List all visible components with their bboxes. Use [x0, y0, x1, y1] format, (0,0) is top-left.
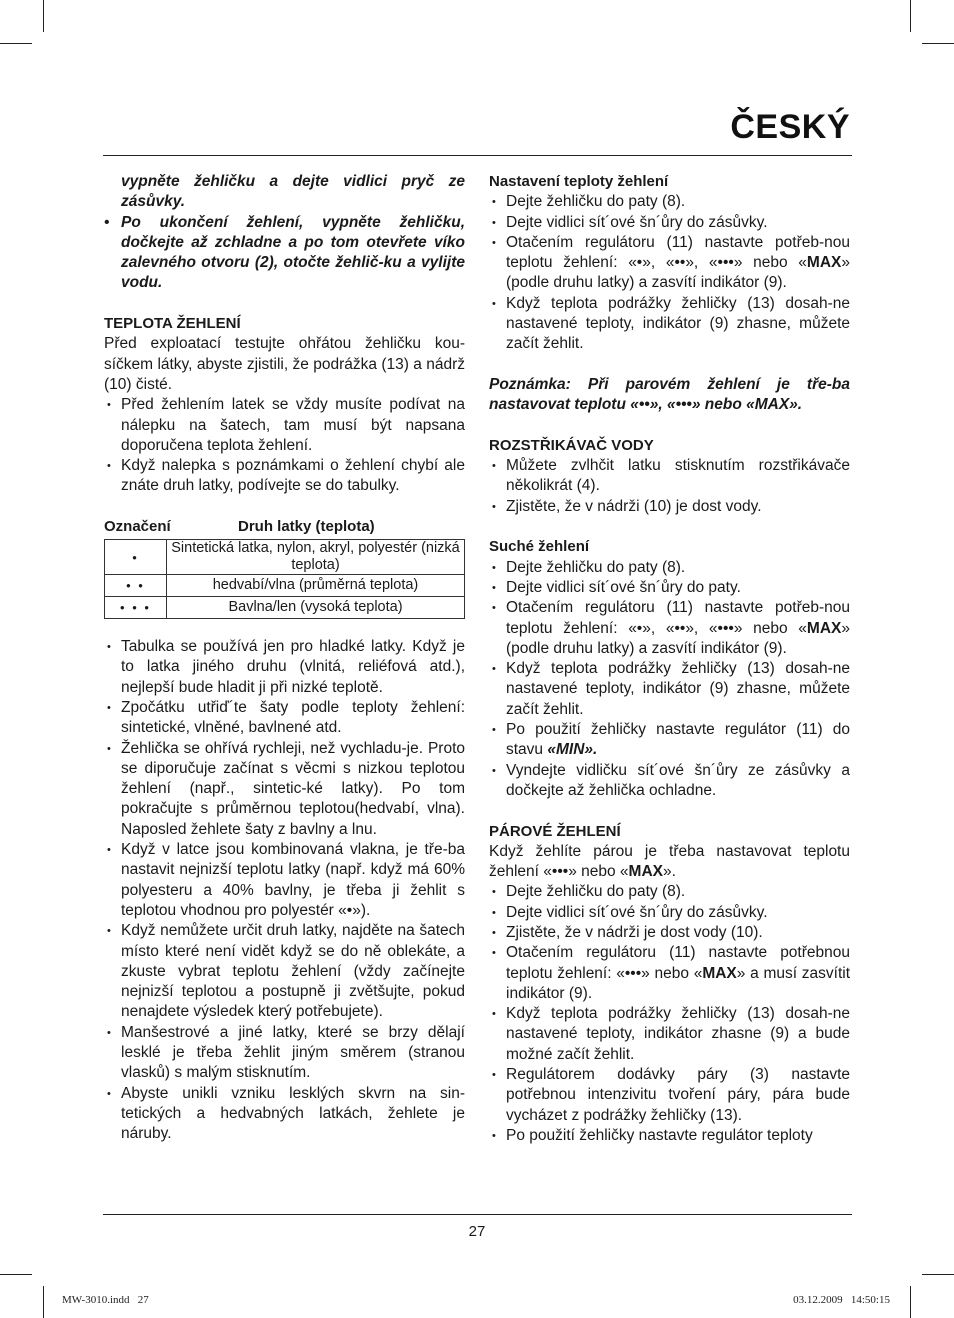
list-item: • Zjistěte, že v nádrži (10) je dost vody.: [489, 497, 850, 517]
table-cell-symbol: • • •: [105, 597, 167, 619]
bullet-list-2: [104, 637, 465, 1144]
list-item: • Regulátorem dodávky páry (3) nastavte potřebnou intenzivitu tvoření páry, pára bude vycházet z podrážky žehličky (13).: [489, 1065, 850, 1126]
list-item: • Zpočátku utřiď´te šaty podle teploty žehlení: sintetické, vlněné, bavlnené atd.: [104, 698, 465, 739]
section-heading-temperature-setting: Nastavení teploty žehlení: [489, 173, 669, 190]
list-item: • Dejte žehličku do paty (8).: [489, 192, 850, 212]
list-item: • Když nalepka s poznámkami o žehlení chybí ale znáte druh latky, podívejte se do tabulky.: [104, 456, 465, 497]
list-item: • Když nemůžete určit druh latky, najděte na šatech místo které není vidět když se do ně oblekáte, a zkuste vybrat teplotu žehlení (vždy začínejte nejnizší teplotou a postupně ji zvětšujte, pokud nenajdete výsledek který potřebujete).: [104, 921, 465, 1022]
section-heading-temperature: TEPLOTA ŽEHLENÍ: [104, 315, 241, 333]
list-item: • Manšestrové a jiné latky, které se brzy dělají lesklé je třeba žehlit jiným směrem (stranou vlasků) s malým stisknutím.: [104, 1023, 465, 1084]
table-row: [105, 597, 465, 619]
dry-ironing-list: [489, 558, 850, 802]
table-cell-desc: Bavlna/len (vysoká teplota): [167, 597, 465, 619]
warning-item: • Po ukončení žehlení, vypněte žehličku, dočkejte až zchladne a po tom otevřete víko zalevného otvoru (2), otočte žehlič-ku a vylijte vodu.: [104, 213, 465, 294]
crop-mark: [0, 43, 32, 44]
section-heading-steam-ironing: PÁROVÉ ŽEHLENÍ: [489, 822, 621, 840]
table-cell-desc: Sintetická latka, nylon, akryl, polyestér (nizká teplota): [167, 540, 465, 575]
list-item: • Vyndejte vidličku sít´ové šn´ůry ze zásůvky a dočkejte až žehlička ochladne.: [489, 761, 850, 802]
column-header-symbol: Označení: [104, 518, 171, 536]
crop-mark: [0, 1274, 32, 1275]
right-column: [489, 172, 850, 1146]
left-column: [104, 172, 465, 1144]
list-item: • Když teplota podrážky žehličky (13) dosah-ne nastavené teploty, indikátor zhasne (9) a bude možné začít žehlit.: [489, 1004, 850, 1065]
list-item: • Před žehlením latek se vždy musíte podívat na nálepku na šatech, tam musí být napsana doporučena teplota žehlení.: [104, 395, 465, 456]
list-item: • Otačením regulátoru (11) nastavte potřebnou teplotu žehlení: «•••» nebo «MAX» a musí zasvítit indikátor (9).: [489, 943, 850, 1004]
list-item: • Dejte žehličku do paty (8).: [489, 882, 850, 902]
list-item: • Dejte vidlici sít´ové šn´ůry do zásůvky.: [489, 213, 850, 233]
fabric-table: [104, 539, 465, 619]
list-item: • Dejte žehličku do paty (8).: [489, 558, 850, 578]
warning-continued: vypněte žehličku a dejte vidlici pryč ze zásůvky.: [121, 173, 465, 211]
section-heading-dry-ironing: Suché žehlení: [489, 538, 590, 556]
list-item: • Žehlička se ohřívá rychleji, než vychladu-je. Proto se diporučuje začínat s věcmi s nizkou teplotou žehlení (např., sintetic-ké latky). Po tom pokračujte s průměrnou teplotou(hedvabí, vlna). Naposled žehlete šaty z bavlny a lnu.: [104, 739, 465, 840]
bottom-rule: [103, 1214, 852, 1215]
crop-mark: [43, 0, 44, 32]
steam-ironing-list: [489, 882, 850, 1146]
page-title: ČESKÝ: [730, 108, 850, 146]
top-rule: [103, 155, 852, 156]
list-item: • Zjistěte, že v nádrži je dost vody (10).: [489, 923, 850, 943]
warning-list: [104, 213, 465, 294]
list-item: • Dejte vidlici sít´ové šn´ůry do paty.: [489, 578, 850, 598]
list-item: • Když v latce jsou kombinovaná vlakna, je tře-ba nastavit nejnizší teplotu latky (např. když má 60% polyesteru a 40% bavlny, je třeba ji žehlit s teplotou vhodnou pro polyestér «•»).: [104, 840, 465, 921]
list-item: • Otačením regulátoru (11) nastavte potřeb-nou teplotu žehlení: «•», «••», «•••» nebo «MAX» (podle druhu latky) a zasvítí indikátor (9).: [489, 598, 850, 659]
sprayer-list: [489, 456, 850, 517]
list-item: • Otačením regulátoru (11) nastavte potřeb-nou teplotu žehlení: «•», «••», «•••» nebo «MAX» (podle druhu latky) a zasvítí indikátor (9).: [489, 233, 850, 294]
section-heading-sprayer: ROZSTŘIKÁVAČ VODY: [489, 436, 654, 454]
list-item: • Když teplota podrážky žehličky (13) dosah-ne nastavené teploty, indikátor (9) zhasne, můžete začít žehlit.: [489, 294, 850, 355]
page-number: 27: [468, 1223, 486, 1240]
list-item: • Abyste unikli vzniku lesklých skvrn na sin-tetických a hedvabných latkách, žehlete je náruby.: [104, 1084, 465, 1145]
table-row: [105, 575, 465, 597]
list-item: • Po použití žehličky nastavte regulátor (11) do stavu «MIN».: [489, 720, 850, 761]
table-cell-symbol: • •: [105, 575, 167, 597]
list-item: • Můžete zvlhčit latku stisknutím rozstřikávače několikrát (4).: [489, 456, 850, 497]
list-item: • Tabulka se používá jen pro hladké latky. Když je to latka jiného druhu (vlnitá, reliéfová atd.), nejlepší bude hladit ji při nizké teplotě.: [104, 637, 465, 698]
list-item: • Když teplota podrážky žehličky (13) dosah-ne nastavené teploty, indikátor (9) zhasne, můžete začít žehlit.: [489, 659, 850, 720]
intro-paragraph: Před exploatací testujte ohřátou žehličku kou-síčkem látky, abyste zjistili, že podrážka (13) a nádrž (10) čisté.: [104, 335, 465, 393]
footer-file-info: MW-3010.indd 27: [62, 1294, 149, 1306]
steam-intro: Když žehlíte párou je třeba nastavovat teplotu žehlení «•••» nebo «MAX».: [489, 842, 850, 881]
crop-mark: [910, 1286, 911, 1318]
crop-mark: [43, 1286, 44, 1318]
crop-mark: [922, 43, 954, 44]
table-cell-desc: hedvabí/vlna (průměrná teplota): [167, 575, 465, 597]
crop-mark: [922, 1274, 954, 1275]
list-item: • Po použití žehličky nastavte regulátor teploty: [489, 1126, 850, 1146]
column-header-fabric: Druh latky (teplota): [238, 518, 375, 536]
note-paragraph: Poznámka: Při parovém žehlení je tře-ba nastavovat teplotu «••», «•••» nebo «MAX».: [489, 375, 850, 414]
bullet-list-1: [104, 395, 465, 496]
table-row: [105, 540, 465, 575]
footer-timestamp: 03.12.2009 14:50:15: [793, 1294, 890, 1306]
crop-mark: [910, 0, 911, 32]
table-cell-symbol: •: [105, 540, 167, 575]
table-header: [104, 517, 465, 537]
list-item: • Dejte vidlici sít´ové šn´ůry do zásůvky.: [489, 903, 850, 923]
settings-list: [489, 192, 850, 354]
